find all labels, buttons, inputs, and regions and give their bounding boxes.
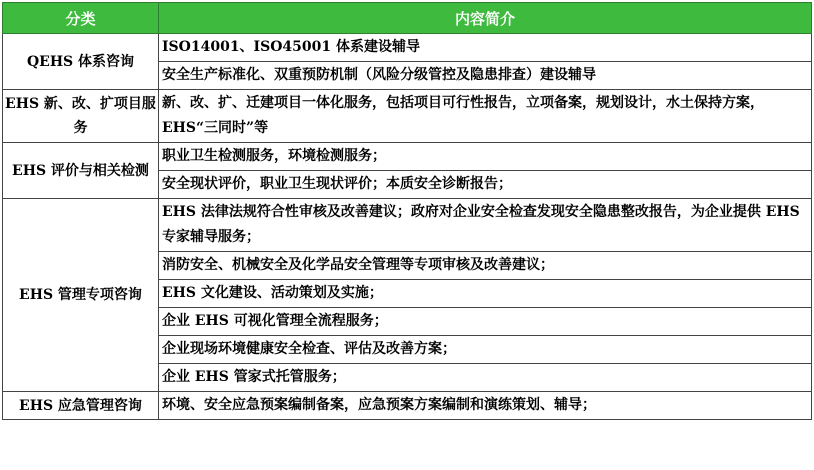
content-cell: 安全生产标准化、双重预防机制（风险分级管控及隐患排查）建设辅导 — [159, 62, 812, 90]
content-cell: ISO14001、ISO45001 体系建设辅导 — [159, 34, 812, 62]
content-cell: EHS 文化建设、活动策划及实施； — [159, 280, 812, 308]
table-row — [3, 143, 812, 171]
services-table — [2, 2, 812, 420]
table-row — [3, 34, 812, 62]
category-cell: EHS 新、改、扩项目服务 — [3, 90, 159, 143]
content-cell: 职业卫生检测服务，环境检测服务； — [159, 143, 812, 171]
header-content: 内容简介 — [159, 3, 812, 34]
category-cell: EHS 应急管理咨询 — [3, 392, 159, 420]
category-cell: EHS 评价与相关检测 — [3, 143, 159, 199]
table-row — [3, 90, 812, 143]
content-cell: 安全现状评价，职业卫生现状评价；本质安全诊断报告； — [159, 171, 812, 199]
content-cell: 企业 EHS 可视化管理全流程服务； — [159, 308, 812, 336]
table-row — [3, 199, 812, 252]
table-row — [3, 392, 812, 420]
category-cell: QEHS 体系咨询 — [3, 34, 159, 90]
content-cell: 新、改、扩、迁建项目一体化服务，包括项目可行性报告，立项备案，规划设计，水土保持方案，EHS“三同时”等 — [159, 90, 812, 143]
content-cell: EHS 法律法规符合性审核及改善建议；政府对企业安全检查发现安全隐患整改报告，为企业提供 EHS 专家辅导服务； — [159, 199, 812, 252]
content-cell: 消防安全、机械安全及化学品安全管理等专项审核及改善建议； — [159, 252, 812, 280]
content-cell: 企业现场环境健康安全检查、评估及改善方案； — [159, 336, 812, 364]
header-category: 分类 — [3, 3, 159, 34]
category-cell: EHS 管理专项咨询 — [3, 199, 159, 392]
content-cell: 企业 EHS 管家式托管服务； — [159, 364, 812, 392]
header-row — [3, 3, 812, 34]
content-cell: 环境、安全应急预案编制备案，应急预案方案编制和演练策划、辅导； — [159, 392, 812, 420]
